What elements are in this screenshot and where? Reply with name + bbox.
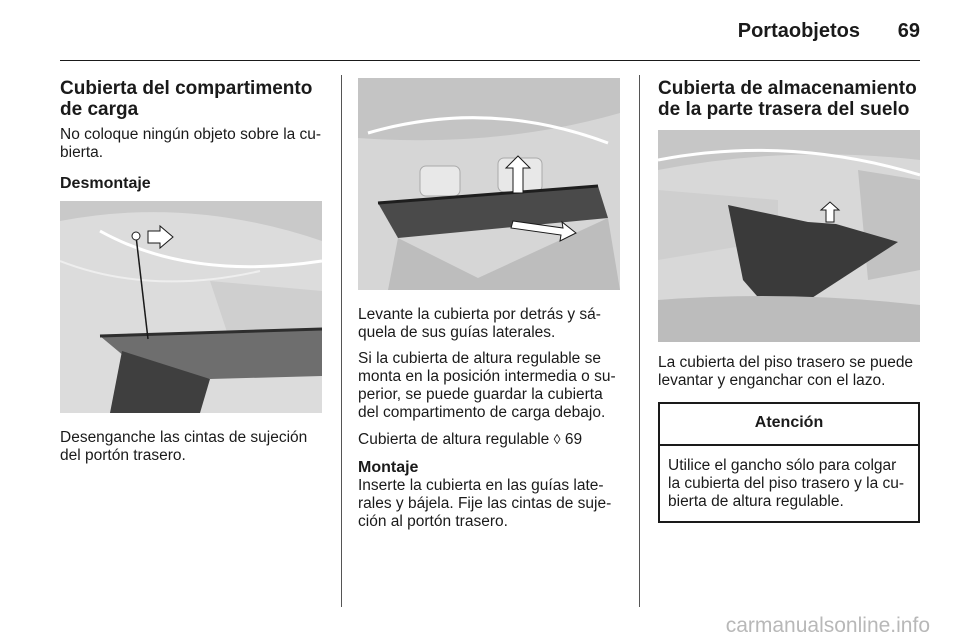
figure-tailgate-straps (60, 201, 322, 413)
figure-caption-removal: Desenganche las cintas de sujeción del portón trasero. (60, 429, 308, 464)
column-separator-2 (639, 75, 640, 607)
paragraph-lift-cover: Levante la cubierta por detrás y sá-quela de sus guías laterales. (358, 306, 601, 341)
paragraph-floor-cover: La cubierta del piso trasero se puede levantar y enganchar con el lazo. (658, 354, 914, 389)
column-1 (60, 78, 326, 473)
intro-text: No coloque ningún objeto sobre la cu-bierta. (60, 126, 322, 161)
page-reference-icon: ◊ (553, 431, 561, 447)
section-heading-cargo-cover: Cubierta del compartimento de carga (60, 78, 313, 120)
figure-lift-cover (358, 78, 620, 290)
adjustable-cover-text: Cubierta de altura regulable (358, 431, 550, 448)
notice-body: Utilice el gancho sólo para colgar la cubierta del piso trasero y la cu-bierta de altura regulable. (668, 457, 905, 510)
column-2 (358, 78, 624, 539)
header-rule (60, 60, 920, 61)
section-heading-floor-cover: Cubierta de almacenamiento de la parte trasera del suelo (658, 78, 917, 120)
paragraph-store-cover: Si la cubierta de altura regulable se monta en la posición intermedia o su-perior, se puede guardar la cubierta del compartimento de carga debajo. (358, 350, 616, 421)
paragraph-adjustable-cover (358, 430, 624, 449)
page-reference-link[interactable]: 69 (564, 431, 583, 448)
column-3 (658, 78, 924, 523)
column-separator-1 (341, 75, 342, 607)
page-number: 69 (897, 20, 920, 42)
watermark: carmanualsonline.info (725, 614, 930, 637)
notice-title: Atención (660, 404, 918, 446)
subheading-installation: Montaje (358, 459, 419, 476)
subheading-removal: Desmontaje (60, 175, 151, 192)
notice-box (658, 402, 920, 523)
figure-floor-cover (658, 130, 920, 342)
paragraph-installation: Inserte la cubierta en las guías late-rales y bájela. Fije las cintas de suje-ción al portón trasero. (358, 477, 612, 530)
page-title: Portaobjetos (737, 20, 860, 42)
